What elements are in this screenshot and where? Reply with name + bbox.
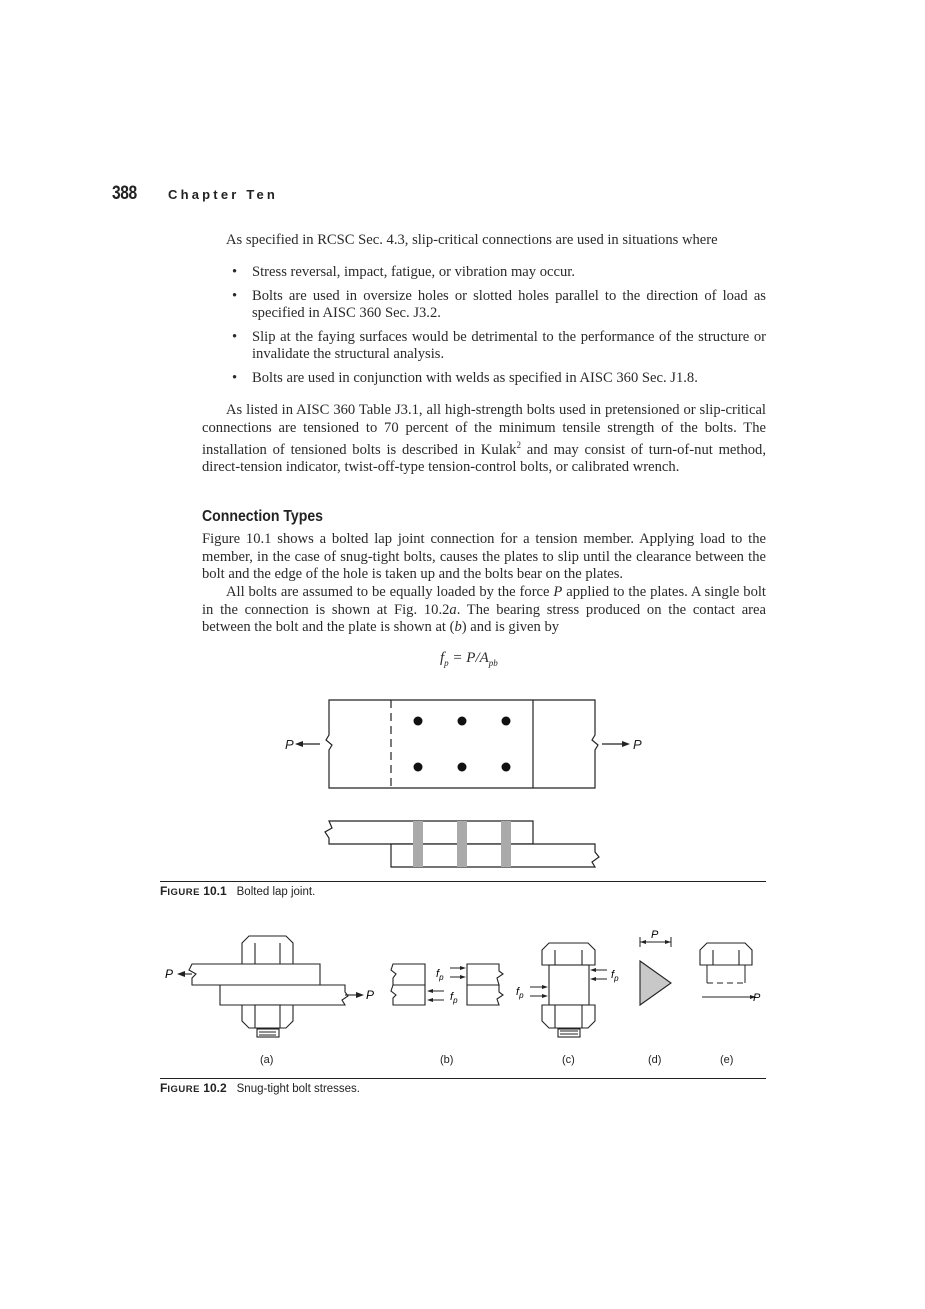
subpanel-label: (c) [562, 1054, 575, 1066]
load-label-right: P [633, 737, 642, 752]
list-item: • Slip at the faying surfaces would be detrimental to the performance of the structure or invalidate the structural analysis. [232, 328, 766, 362]
figure-10-1-diagram [270, 690, 642, 875]
paragraph-bearing: All bolts are assumed to be equally loaded by the force P applied to the plates. A single bolt in the connection is shown at Fig. 10.2a. The bearing stress produced on the contact area between the bolt and the plate is shown at (b) and is given by [202, 584, 766, 635]
subpanel-label: (d) [648, 1054, 662, 1066]
load-label: P [651, 929, 659, 941]
paragraph-lap-joint: Figure 10.1 shows a bolted lap joint connection for a tension member. Applying load to the member, in the case of snug-tight bolts, causes the plates to slip until the clearance between the bolt and the edge of the hole is taken up and the bolts bear on the plates. [202, 531, 766, 582]
page-number: 388 [112, 183, 137, 204]
figure-label: FIGURE 10.2 [160, 1081, 227, 1095]
subpanel-label: (a) [260, 1054, 274, 1066]
bolt-head [242, 936, 293, 965]
figure-10-1-rule [160, 881, 766, 882]
stress-distribution [640, 961, 671, 1005]
reference-superscript: 2 [516, 440, 521, 450]
bottom-plate [220, 985, 348, 1005]
top-plate [189, 964, 320, 985]
stress-label: $f_p$ [436, 968, 444, 982]
stress-label: $f_p$ [450, 991, 458, 1005]
load-label-left: P [285, 737, 294, 752]
subpanel-label: (e) [720, 1054, 734, 1066]
figure-10-1-caption: FIGURE 10.1 Bolted lap joint. [160, 884, 316, 898]
chapter-title: Chapter Ten [168, 187, 279, 202]
figure-10-2-rule [160, 1078, 766, 1079]
nut [242, 1005, 293, 1028]
subpanel-label: (b) [440, 1054, 454, 1066]
load-label: P [753, 992, 761, 1004]
bullet-list [226, 264, 766, 393]
load-label: P [366, 988, 375, 1002]
bearing-stress-equation: $f_p = P/A_{pb}$ [440, 650, 498, 668]
intro-paragraph: As specified in RCSC Sec. 4.3, slip-critical connections are used in situations where [226, 232, 718, 248]
figure-10-2-diagram [160, 925, 766, 1070]
list-item: • Bolts are used in conjunction with welds as specified in AISC 360 Sec. J1.8. [232, 369, 698, 386]
figure-10-2-caption: FIGURE 10.2 Snug-tight bolt stresses. [160, 1081, 361, 1095]
section-heading: Connection Types [202, 508, 323, 525]
stress-label: $f_p$ [611, 969, 619, 983]
load-label: P [165, 967, 174, 981]
paragraph-tensioning: As listed in AISC 360 Table J3.1, all high-strength bolts used in pretensioned or slip-critical connections are tensioned to 70 percent of the minimum tensile strength of the bolts. The installation of tensioned bolts is described in Kulak$^2$ and may consist of turn-of-nut method, direct-tension indicator, twist-off-type tension-control bolts, or calibrated wrench. [202, 402, 767, 476]
list-item: • Stress reversal, impact, fatigue, or vibration may occur. [232, 264, 575, 280]
figure-label: FIGURE 10.1 [160, 884, 227, 898]
list-item: • Bolts are used in oversize holes or slotted holes parallel to the direction of load as specified in AISC 360 Sec. J3.2. [232, 287, 766, 321]
stress-label: $f_p$ [516, 986, 524, 1000]
